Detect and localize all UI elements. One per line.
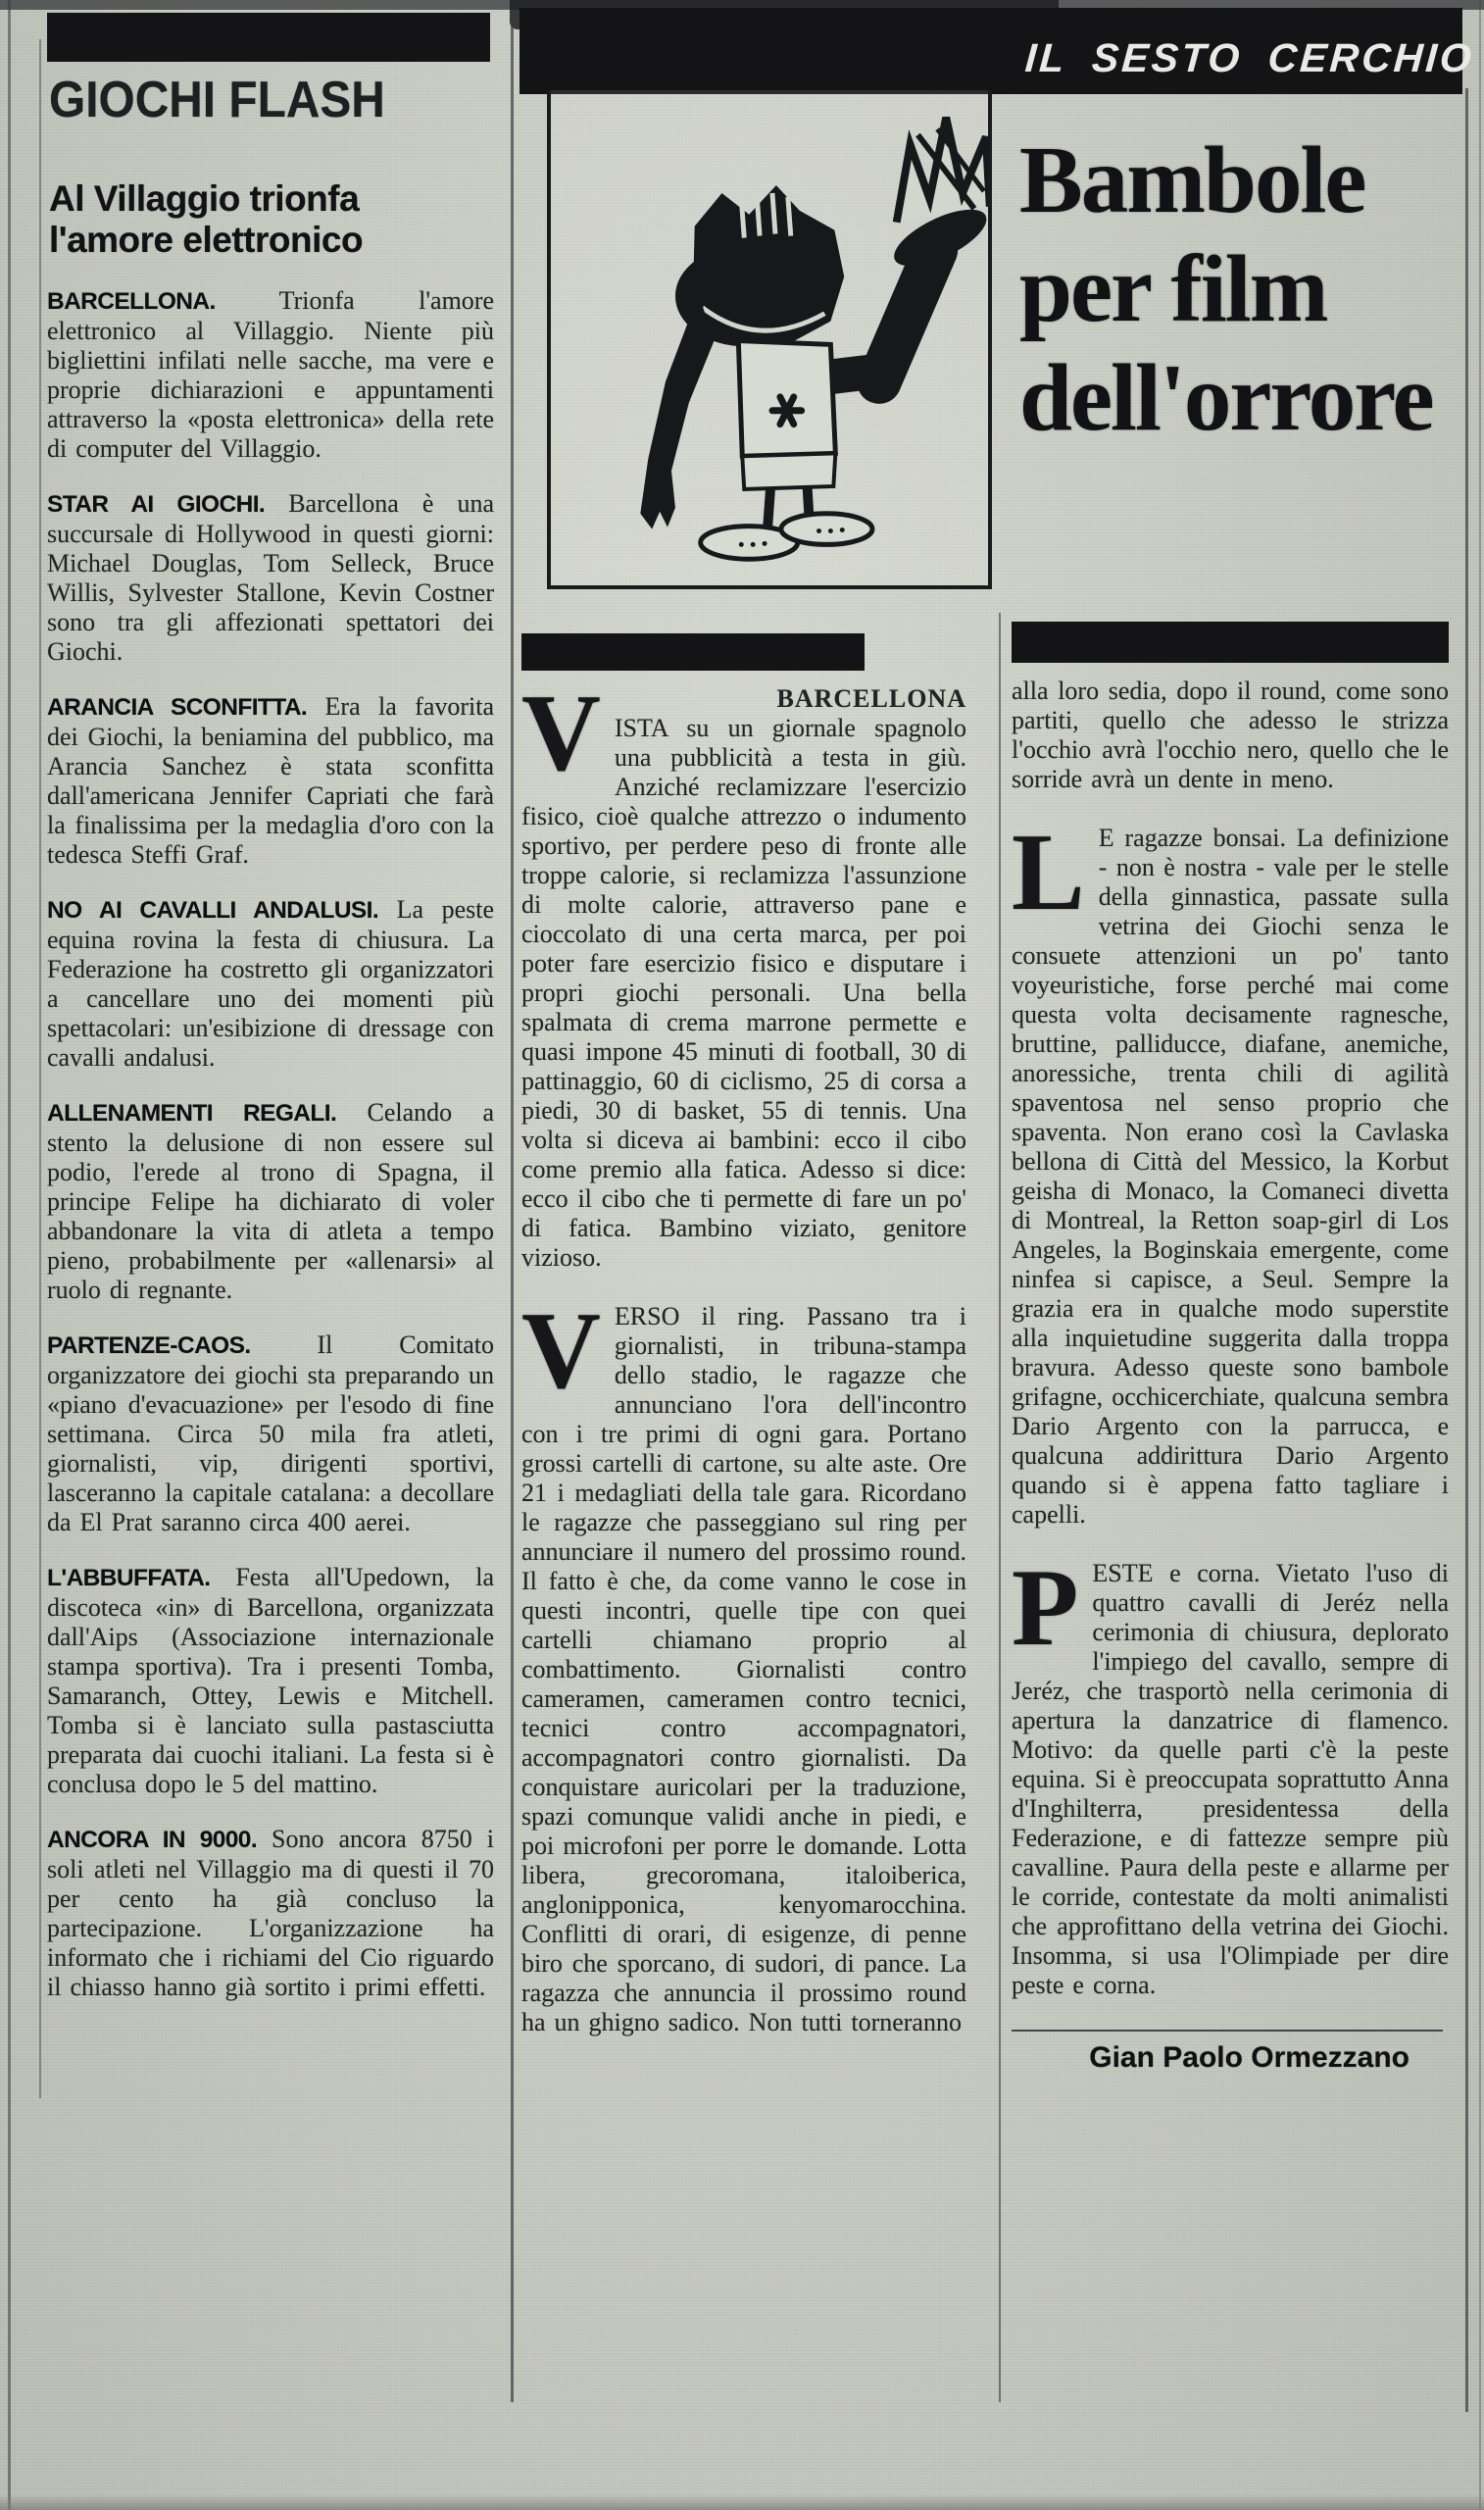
paragraph-text: ERSO il ring. Passano tra i giornalisti, in tribuna-stampa dello stadio, le ragazze che annunciano l'ora dell'incontro con i tre primi di ogni gara. Portano grossi cartelli di cartone, su alte aste. Ore 21 i medagliati della tale gara. Ricordano le ragazze che passeggiano sul ring per annunciare il numero del prossimo round. Il fatto è che, da come vanno le cose in questi incontri, quelle tipe con quei cartelli chiamano proprio al combattimento. Giornalisti contro cameramen, cameramen contro tecnici, tecnici contro accompagnatori, accompagnatori contro giornalisti. Da conquistare auricolari per la traduzione, spazi comunque validi anche in piedi, e poi microfoni per porre le domande. Lotta libera, grecoromana, italoiberica, anglonipponica, kenyomarocchina. Conflitti di orari, di esigenze, di penne biro che sporcano, di sudori, di pance. La ragazza che annuncia il prossimo round ha un ghigno sadico. Non tutti torneranno	[521, 1302, 966, 2036]
dateline: BARCELLONA	[776, 684, 966, 713]
brief-item	[47, 692, 494, 870]
brief-text: La peste equina rovina la festa di chiusura. La Federazione ha costretto gli organizzatori a cancellare uno dei momenti più spettacolari: un'esibizione di dressage con cavalli andalusi.	[47, 895, 495, 1072]
brief-lead: STAR AI GIOCHI.	[47, 491, 266, 518]
brief-item	[47, 1825, 494, 2002]
article-paragraph	[1012, 677, 1449, 794]
photo-bottom-edge	[0, 2494, 1484, 2510]
cobi-mascot-with-torch-icon	[551, 90, 988, 585]
article-headline	[1019, 126, 1460, 452]
briefs-headline-line2: l'amore elettronico	[49, 220, 364, 260]
briefs-headline	[49, 178, 494, 261]
brief-text: Barcellona è una succursale di Hollywood in questi giorni: Michael Douglas, Tom Selleck, Bruce Willis, Sylvester Stallone, Kevin Costner sono tra gli affezionati spettatori dei Giochi.	[47, 489, 494, 666]
dropcap: P	[1012, 1547, 1079, 1669]
article-headline-line3: dell'orrore	[1019, 345, 1433, 450]
article-paragraph	[521, 1290, 966, 2037]
paragraph-text: alla loro sedia, dopo il round, come sono partiti, quello che adesso le strizza l'occhio avrà l'occhio nero, quello che le sorride avrà un dente in meno.	[1012, 677, 1449, 793]
brief-item	[47, 1098, 494, 1305]
dropcap: V	[521, 1290, 601, 1412]
mascot-illustration-box	[547, 90, 992, 589]
paragraph-text: ISTA su un giornale spagnolo una pubblicità a testa in giù. Anziché reclamizzare l'esercizio fisico, cioè qualche attrezzo o indumento sportivo, per perdere peso di fronte alle troppe calorie, si reclamizza l'assunzione di molte calorie, attraverso pane e cioccolato di una certa marca, per poi poter fare esercizio fisico e disputare i propri giochi personali. Una bella spalmata di crema marrone permette e quasi impone 45 minuti di football, 30 di pattinaggio, 60 di ciclismo, 25 di corsa a piedi, 30 di basket, 55 di tennis. Una volta si diceva ai bambini: ecco il cibo come premio alla fatica. Adesso si dice: ecco il cibo che ti permette di fare un po' di fatica. Bambino viziato, genitore vizioso.	[521, 714, 966, 1272]
byline: Gian Paolo Ormezzano	[1089, 2041, 1410, 2074]
article-headline-line2: per film	[1019, 236, 1327, 341]
paragraph-text: E ragazze bonsai. La definizione - non è nostra - vale per le stelle della ginnastica, passate sulla vetrina dei Giochi senza le consuete attenzioni un po' tanto voyeuristiche, forse perché mai come questa volta decisamente ragnesche, bruttine, palliducce, diafane, anemiche, anoressiche, trenta chili di agilità spaventosa nel senso proprio che spaventa. Non erano così la Cavlaska bellona di Città del Messico, la Korbut geisha di Monaco, la Comaneci divetta di Montreal, la Retton soap-girl di Los Angeles, la Boginskaia emergente, come ninfea si capisce, a Seul. Sempre la grazia era in qualche modo superstite alla inquietudine suggerita dalla troppa bravura. Adesso queste sono bambole grifagne, occhicerchiate, qualcuna sembra Dario Argento con la parrucca, e qualcuna addirittura Dario Argento quando si è appena fatto tagliare i capelli.	[1012, 824, 1449, 1529]
brief-lead: ALLENAMENTI REGALI.	[47, 1100, 337, 1127]
dropcap: L	[1012, 812, 1085, 933]
brief-text: Il Comitato organizzatore dei giochi sta preparando un «piano d'evacuazione» per l'esodo di fine settimana. Circa 50 mila fra atleti, giornalisti, vip, dirigenti sportivi, lasceranno la capitale catalana: a decollare da El Prat saranno circa 400 aerei.	[47, 1330, 494, 1536]
right-margin-rule	[1465, 88, 1468, 2412]
article-column-1	[521, 633, 988, 2067]
brief-item	[47, 286, 494, 464]
brief-item	[47, 1563, 494, 1799]
paragraph-text: ESTE e corna. Vietato l'uso di quattro cavalli di Jeréz nella cerimonia di chiusura, deplorato l'impiego del cavallo, sempre di Jeréz, che trasportò nella cerimonia di apertura la danzatrice di flamenco. Motivo: da quelle parti c'è la peste equina. Si è preoccupata soprattutto Anna d'Inghilterra, presidentessa della Federazione, e di fattezze sempre più cavalline. Paura della peste e allarme per le corride, contestate da molti animalisti che approfittano della vetrina dei Giochi. Insomma, si usa l'Olimpiade per dire peste e corna.	[1012, 1559, 1449, 1999]
briefs-headline-line1: Al Villaggio trionfa	[49, 178, 360, 219]
briefs-column	[47, 65, 494, 2028]
column-divider-left	[511, 20, 514, 2402]
brief-text: Sono ancora 8750 i soli atleti nel Villaggio ma di questi il 70 per cento ha già concluso la partecipazione. L'organizzazione ha informato che i richiami del Cio riguardo il chiasso hanno già sortito i primi effetti.	[47, 1825, 495, 2001]
brief-text: Era la favorita dei Giochi, la beniamina del pubblico, ma Arancia Sanchez è stata sconfitta dall'americana Jennifer Capriati che farà la finalissima per la medaglia d'oro con la tedesca Steffi Graf.	[47, 692, 495, 869]
briefs-section-title: GIOCHI FLASH	[49, 72, 385, 128]
brief-text: Festa all'Upedown, la discoteca «in» di Barcellona, organizzata dall'Aips (Associazione internazionale stampa sportiva). Tra i presenti Tomba, Samaranch, Ottey, Lewis e Mitchell. Tomba si è lanciato sulla pastasciutta preparata dai cuochi italiani. La festa si è conclusa dopo le 5 del mattino.	[47, 1563, 494, 1798]
brief-item	[47, 895, 494, 1073]
column-top-rule	[1012, 622, 1449, 663]
brief-text: Celando a stento la delusione di non essere sul podio, l'erede al trono di Spagna, il principe Felipe ha dichiarato di voler abbandonare la vita di atleta a tempo pieno, probabilmente per «allenarsi» al ruolo di regnante.	[47, 1098, 495, 1304]
brief-item	[47, 489, 494, 667]
article-paragraph	[1012, 1547, 1449, 2000]
article-headline-line1: Bambole	[1019, 127, 1365, 232]
section-kicker: IL SESTO CERCHIO	[1023, 35, 1476, 80]
brief-lead: PARTENZE-CAOS.	[47, 1332, 251, 1359]
article-column-2	[1012, 622, 1455, 2075]
photo-right-edge	[1479, 0, 1481, 2510]
left-section-top-bar	[47, 13, 490, 62]
brief-lead: L'ABBUFFATA.	[47, 1565, 211, 1591]
column-top-rule	[521, 633, 865, 671]
byline-rule	[1012, 2030, 1443, 2032]
left-margin-rule	[39, 39, 41, 2098]
brief-lead: ANCORA IN 9000.	[47, 1827, 258, 1853]
column-divider-right	[999, 613, 1001, 2402]
brief-lead: ARANCIA SCONFITTA.	[47, 694, 308, 721]
brief-item	[47, 1330, 494, 1537]
article-paragraph	[521, 673, 966, 1273]
brief-lead: BARCELLONA.	[47, 288, 216, 315]
dropcap: V	[521, 673, 601, 794]
article-paragraph	[1012, 812, 1449, 1530]
page-fold-line	[8, 0, 11, 2510]
brief-lead: NO AI CAVALLI ANDALUSI.	[47, 897, 379, 924]
brief-text: Trionfa l'amore elettronico al Villaggio. Niente più bigliettini infilati nelle sacche, ma vere e proprie dichiarazioni e appuntamenti attraverso la «posta elettronica» della rete di computer del Villaggio.	[47, 286, 494, 463]
